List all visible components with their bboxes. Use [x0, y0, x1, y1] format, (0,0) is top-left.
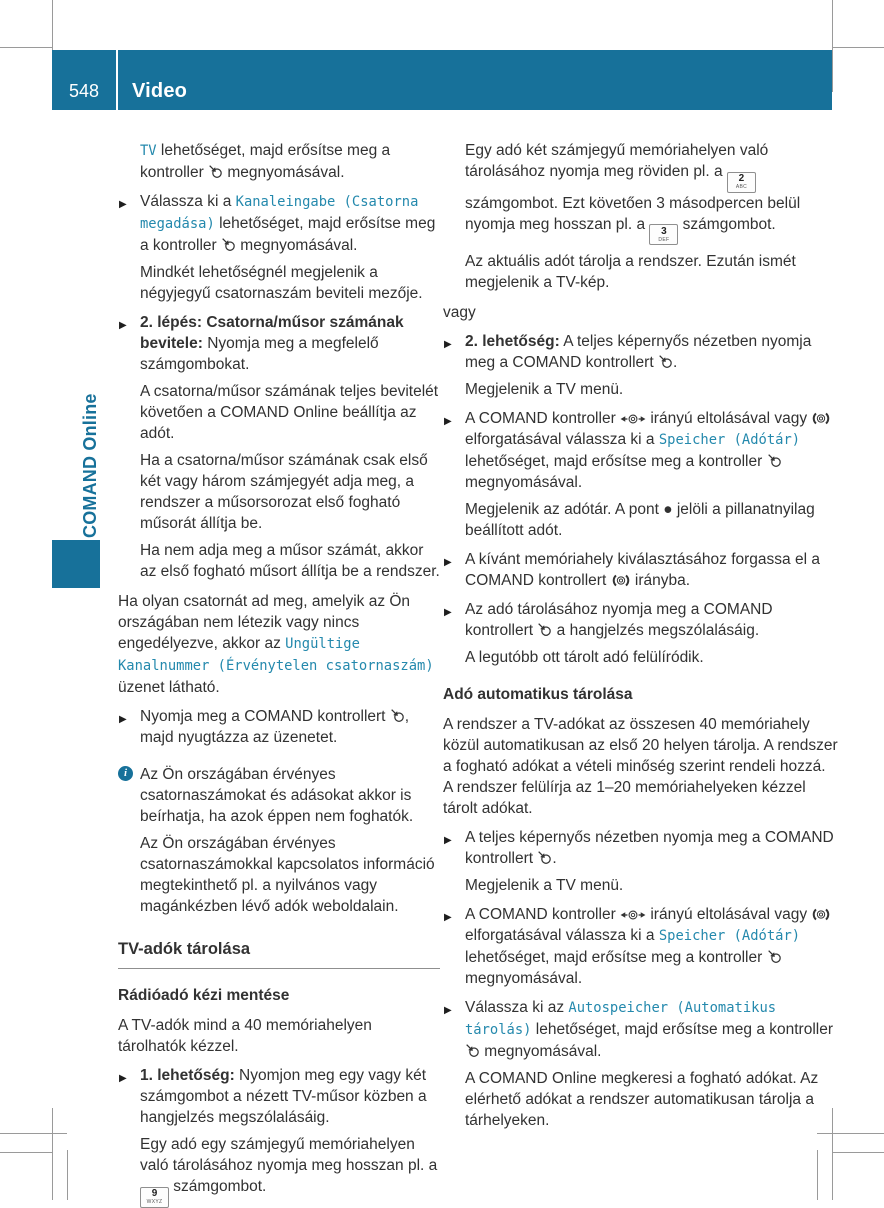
text-segment: Speicher (Adótár)	[658, 432, 801, 448]
text-segment: A teljes képernyős nézetben nyomja meg a COMAND kontrollert	[465, 333, 812, 371]
text-segment: Az aktuális adót tárolja a rendszer. Ezután ismét megjelenik a TV-kép.	[465, 253, 796, 291]
text-segment: megnyomásával.	[480, 1043, 602, 1060]
key-letters: DEF	[658, 236, 670, 243]
number-key-9	[140, 1187, 169, 1208]
text-segment: Rádióadó kézi mentése	[118, 987, 290, 1004]
text-segment: számgombot.	[169, 1178, 267, 1195]
text-segment: Mindkét lehetőségnél megjelenik a négyjegyű csatornaszám beviteli mezője.	[140, 264, 423, 302]
paragraph-indent	[140, 140, 440, 183]
bullet-arrow-icon: ▶	[119, 1073, 127, 1084]
paragraph-indent	[465, 140, 838, 245]
bullet-item	[118, 312, 440, 375]
page-number: 548	[68, 81, 100, 101]
text-segment: megnyomásával.	[223, 164, 345, 181]
text-segment: Válassza ki a	[140, 193, 236, 210]
key-letters: WXYZ	[146, 1199, 163, 1205]
crop-mark	[817, 1133, 884, 1134]
press-controller-icon	[537, 622, 552, 639]
text-segment: 2. lépés: Csatorna/műsor számának bevitele:	[140, 314, 404, 352]
text-segment: Nyomja meg a COMAND kontrollert	[140, 708, 390, 725]
bullet-item	[443, 904, 838, 989]
number-key-2	[727, 172, 756, 193]
text-segment: Megjelenik a TV menü.	[465, 381, 624, 398]
press-controller-icon	[767, 949, 782, 966]
text-segment: 2. lehetőség:	[465, 333, 560, 350]
text-segment: Egy adó egy számjegyű memóriahelyen való tárolásához nyomja meg hosszan pl. a	[140, 1136, 438, 1174]
bullet-arrow-icon: ▶	[444, 1005, 452, 1016]
crop-mark	[67, 1150, 68, 1200]
rotate-controller-icon	[611, 572, 631, 589]
press-controller-icon	[658, 354, 673, 371]
page-title: Video	[132, 80, 188, 102]
paragraph	[443, 714, 838, 819]
crop-mark	[52, 1108, 53, 1200]
rotate-controller-icon	[811, 906, 831, 923]
bullet-item	[443, 549, 838, 591]
paragraph-indent	[140, 450, 440, 534]
text-segment: megnyomásával.	[465, 474, 583, 491]
crop-mark	[0, 1152, 52, 1153]
crop-mark	[832, 47, 884, 48]
info-icon: i	[118, 766, 133, 781]
chapter-sidebar-label: COMAND Online	[80, 393, 100, 538]
text-segment: lehetőséget, majd erősítse meg a kontroller	[465, 949, 767, 966]
text-segment: megnyomásával.	[235, 237, 358, 254]
text-segment: Egy adó két számjegyű memóriahelyen való tárolásához nyomja meg röviden pl. a	[465, 142, 769, 180]
left-column	[118, 140, 440, 1208]
crop-mark	[832, 0, 833, 92]
press-controller-icon	[465, 1043, 480, 1060]
info-note	[118, 764, 440, 827]
paragraph	[118, 1015, 440, 1057]
bullet-item	[118, 191, 440, 256]
crop-mark	[817, 1150, 818, 1200]
key-digit: 3	[661, 225, 667, 237]
paragraph-indent	[465, 379, 838, 400]
key-digit: 9	[151, 1188, 158, 1199]
number-key-3	[649, 224, 678, 245]
bullet-arrow-icon: ▶	[444, 835, 452, 846]
bullet-arrow-icon: ▶	[119, 714, 127, 725]
bullet-arrow-icon: ▶	[119, 320, 127, 331]
press-controller-icon	[221, 237, 236, 254]
text-segment: Nyomja meg a megfelelő számgombokat.	[140, 335, 379, 373]
paragraph-indent	[465, 251, 838, 293]
text-segment: lehetőséget, majd erősítse meg a kontroller	[140, 142, 391, 181]
bullet-item	[443, 408, 838, 493]
bullet-arrow-icon: ▶	[119, 199, 127, 210]
text-segment: lehetőséget, majd erősítse meg a kontroller	[140, 215, 436, 254]
bullet-arrow-icon: ▶	[444, 339, 452, 350]
text-segment: Ha olyan csatornát ad meg, amelyik az Ön országában nem létezik vagy nincs engedélyezve, akkor az	[118, 593, 411, 652]
text-segment: Megjelenik az adótár. A pont ● jelöli a pillanatnyilag beállított adót.	[465, 501, 815, 539]
text-segment: lehetőséget, majd erősítse meg a kontroller	[531, 1021, 833, 1038]
text-segment: A legutóbb ott tárolt adó felülíródik.	[465, 649, 704, 666]
press-controller-icon	[390, 708, 405, 725]
sub-heading	[118, 985, 440, 1006]
paragraph	[118, 591, 440, 698]
text-segment: irányú eltolásával vagy	[646, 906, 812, 923]
text-segment: A TV-adók mind a 40 memóriahelyen tárolhatók kézzel.	[118, 1017, 372, 1055]
slide-horizontal-icon	[620, 410, 646, 427]
press-controller-icon	[208, 164, 223, 181]
chapter-marker-square	[52, 540, 100, 588]
text-segment: elforgatásával válassza ki a	[465, 431, 659, 448]
text-segment: irányú eltolásával vagy	[646, 410, 812, 427]
text-segment: .	[552, 850, 557, 867]
text-segment: lehetőséget, majd erősítse meg a kontroller	[465, 453, 767, 470]
text-segment: vagy	[443, 304, 476, 321]
text-segment: a hangjelzés megszólalásáig.	[552, 622, 760, 639]
paragraph-indent	[140, 262, 440, 304]
text-segment: Az Ön országában érvényes csatornaszámokkal kapcsolatos információ megtekinthető pl. a nyilvános vagy magánkézben lévő adók weboldalain.	[140, 835, 435, 915]
text-segment: Megjelenik a TV menü.	[465, 877, 624, 894]
text-segment: TV-adók tárolása	[118, 940, 251, 958]
text-segment: Adó automatikus tárolása	[443, 686, 633, 703]
paragraph-indent	[140, 540, 440, 582]
paragraph-indent	[140, 1134, 440, 1208]
sub-heading	[443, 684, 838, 705]
text-segment: Az adó tárolásához nyomja meg a COMAND kontrollert	[465, 601, 773, 639]
text-segment: Kanaleingabe (Csatorna megadása)	[140, 194, 419, 232]
crop-mark	[832, 1152, 884, 1153]
text-segment: A rendszer a TV-adókat az összesen 40 memóriahely közül automatikusan az első 20 helyen tárolja. A rendszer a fogható adókat a vételi minőség szerint rendeli hozzá. A rendszer felülírja az 1–20 memóriahelyeken kézzel tárolt adókat.	[443, 716, 838, 817]
text-segment: irányba.	[630, 572, 691, 589]
text-segment: A csatorna/műsor számának teljes bevitelét követően a COMAND Online beállítja az adót.	[140, 383, 439, 442]
bullet-arrow-icon: ▶	[444, 416, 452, 427]
text-segment: , majd nyugtázza az üzenetet.	[140, 708, 410, 746]
rotate-controller-icon	[811, 410, 831, 427]
press-controller-icon	[537, 850, 552, 867]
bullet-item	[443, 331, 838, 373]
paragraph	[443, 302, 838, 323]
text-segment: Ha nem adja meg a műsor számát, akkor az első fogható műsort állítja be a rendszer.	[140, 542, 440, 580]
bullet-arrow-icon: ▶	[444, 557, 452, 568]
bullet-arrow-icon: ▶	[444, 912, 452, 923]
key-digit: 2	[738, 173, 745, 184]
crop-mark	[0, 1133, 67, 1134]
text-segment: Az Ön országában érvényes csatornaszámokat és adásokat akkor is beírhatja, ha azok éppen nem foghatók.	[140, 766, 414, 825]
text-segment: A kívánt memóriahely kiválasztásához forgassa el a COMAND kontrollert	[465, 551, 820, 589]
text-segment: 1. lehetőség:	[140, 1067, 235, 1084]
paragraph-indent	[140, 381, 440, 444]
text-segment: Válassza ki az	[465, 999, 569, 1016]
text-segment: számgombot.	[678, 215, 776, 233]
text-segment: A COMAND kontroller	[465, 906, 621, 923]
bullet-arrow-icon: ▶	[444, 607, 452, 618]
paragraph-indent	[465, 875, 838, 896]
key-letters: ABC	[735, 184, 748, 190]
text-segment: A COMAND kontroller	[465, 410, 621, 427]
section-heading	[118, 939, 440, 969]
text-segment: elforgatásával válassza ki a	[465, 927, 659, 944]
slide-horizontal-icon	[620, 906, 646, 923]
paragraph-indent	[465, 499, 838, 541]
bullet-item	[118, 1065, 440, 1128]
bullet-item	[443, 599, 838, 641]
text-segment: Nyomjon meg egy vagy két számgombot a nézett TV-műsor közben a hangjelzés megszólalásáig.	[140, 1067, 427, 1126]
text-segment: .	[672, 354, 678, 371]
paragraph-indent	[465, 647, 838, 668]
text-segment: Ha a csatorna/műsor számának csak első két vagy három számjegyét adja meg, a rendszer a műsorsorozat első fogható műsorát állítja be.	[140, 452, 428, 532]
crop-mark	[0, 47, 52, 48]
paragraph-indent	[140, 833, 440, 917]
press-controller-icon	[767, 453, 782, 470]
text-segment: számgombot. Ezt követően 3 másodpercen belül nyomja meg hosszan pl. a	[465, 194, 801, 233]
right-column	[443, 140, 838, 1131]
bullet-item	[443, 827, 838, 869]
page-header	[52, 50, 832, 110]
paragraph-indent	[465, 1068, 838, 1131]
bullet-item	[118, 706, 440, 748]
text-segment: A teljes képernyős nézetben nyomja meg a COMAND kontrollert	[465, 829, 834, 867]
text-segment: Ungültige Kanalnummer (Érvénytelen csatornaszám)	[118, 636, 434, 674]
bullet-item	[443, 997, 838, 1062]
text-segment: Autospeicher (Automatikus tárolás)	[465, 1000, 777, 1038]
text-segment: Speicher (Adótár)	[658, 928, 801, 944]
text-segment: TV	[140, 143, 157, 159]
text-segment: megnyomásával.	[465, 970, 583, 987]
text-segment: A COMAND Online megkeresi a fogható adókat. Az elérhető adókat a rendszer automatikusan tárolja a tárhelyeken.	[465, 1070, 819, 1129]
text-segment: üzenet látható.	[118, 679, 220, 696]
